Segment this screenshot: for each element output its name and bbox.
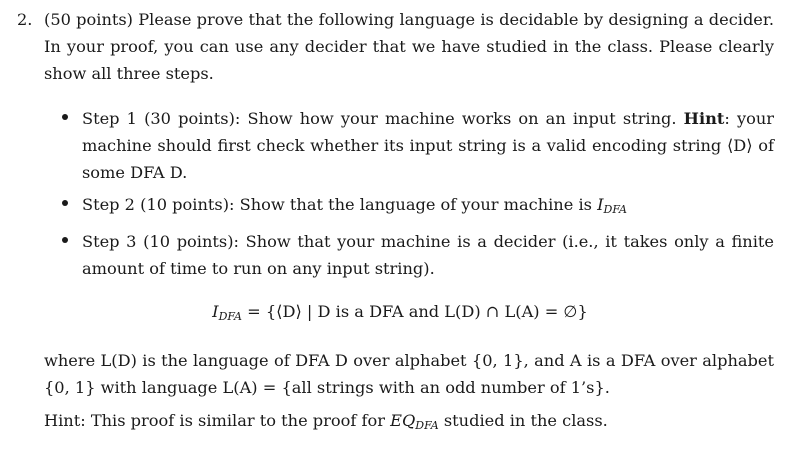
step-2-language-symbol: I bbox=[597, 195, 604, 214]
final-hint bbox=[44, 407, 774, 439]
language-definition bbox=[0, 298, 800, 330]
bullet-icon bbox=[62, 200, 68, 206]
step-1-lead: Step 1 (30 points): Show how your machine works on an input string. bbox=[82, 109, 677, 128]
problem-number: 2. bbox=[17, 10, 33, 29]
step-1-hint-text: : your machine should first check whether its input string is a valid encoding string ⟨D⟩ of some DFA D. bbox=[82, 109, 774, 182]
step-3-item bbox=[82, 228, 774, 282]
final-hint-after: studied in the class. bbox=[438, 411, 608, 430]
step-3-lead: Step 3 (10 points): Show that your machine is a decider (i.e., it takes only a finite amount of time to run on any input string). bbox=[82, 232, 774, 278]
formula-rhs: = {⟨D⟩ | D is a DFA and L(D) ∩ L(A) = ∅} bbox=[242, 302, 588, 321]
final-hint-symbol: EQ bbox=[390, 411, 416, 430]
bullet-icon bbox=[62, 114, 68, 120]
step-1-hint-label: Hint bbox=[683, 109, 725, 128]
step-2-language-subscript: DFA bbox=[603, 203, 627, 216]
bullet-icon bbox=[62, 237, 68, 243]
final-hint-before: Hint: This proof is similar to the proof for bbox=[44, 411, 391, 430]
formula-lhs-symbol: I bbox=[212, 302, 219, 321]
step-2-lead: Step 2 (10 points): Show that the language of your machine is bbox=[82, 195, 598, 214]
final-hint-subscript: DFA bbox=[415, 419, 439, 432]
where-clause: where L(D) is the language of DFA D over alphabet {0, 1}, and A is a DFA over alphabet {0, 1} with language L(A) = {all strings with an odd number of 1’s}. bbox=[44, 351, 774, 397]
formula-lhs-subscript: DFA bbox=[218, 310, 243, 323]
steps-list bbox=[82, 105, 774, 287]
step-2-item bbox=[82, 191, 774, 223]
problem-intro: (50 points) Please prove that the following language is decidable by designing a decider. In your proof, you can use any decider that we have studied in the class. Please clearly show all three steps. bbox=[44, 10, 774, 83]
step-1-item bbox=[82, 105, 774, 186]
